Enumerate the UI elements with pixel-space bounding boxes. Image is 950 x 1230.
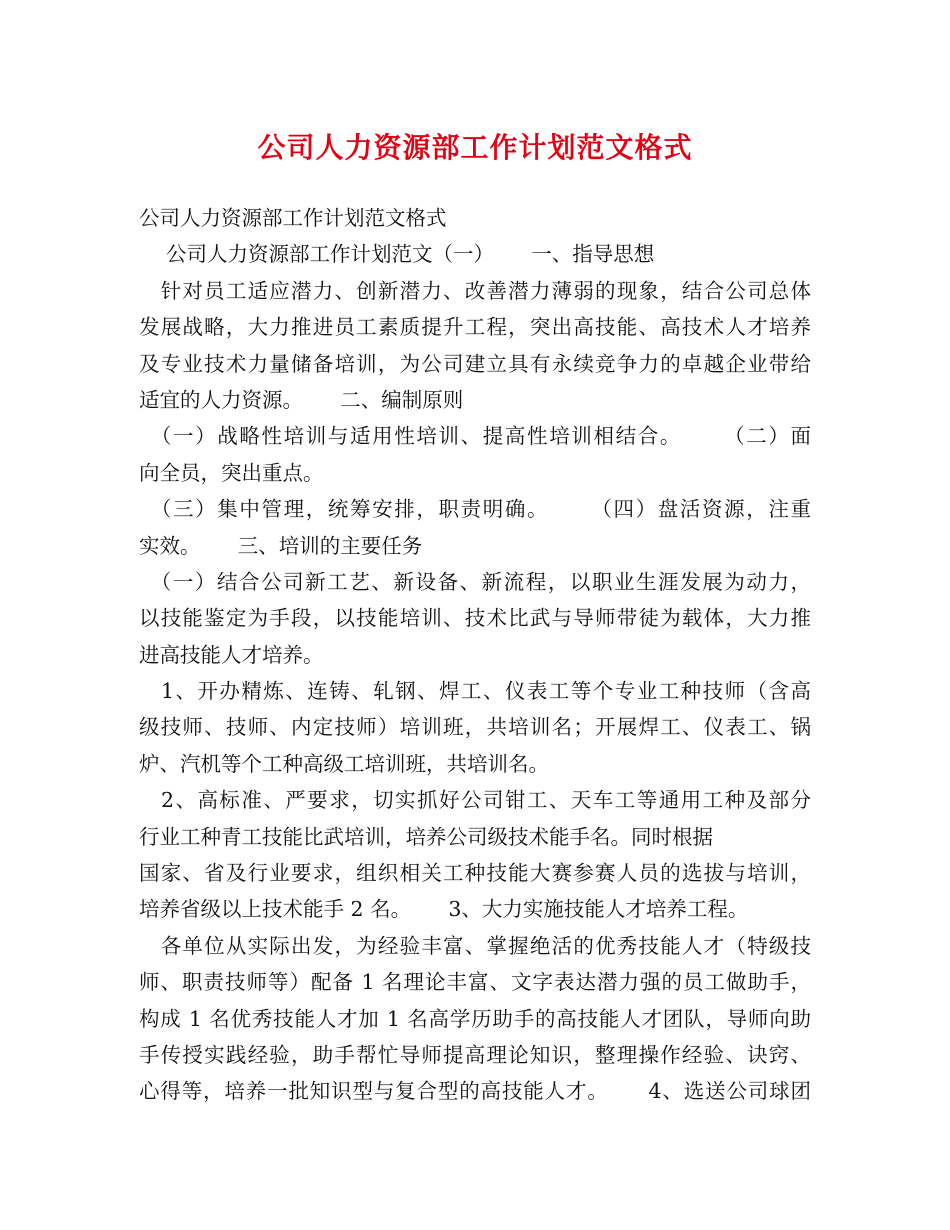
body-line: 国家、省及行业要求，组织相关工种技能大赛参赛人员的选拔与培训， <box>139 861 811 886</box>
body-line: 适宜的人力资源。 二、编制原则 <box>139 387 464 412</box>
body-line: 培养省级以上技术能手 2 名。 3、大力实施技能人才培养工程。 <box>139 897 749 922</box>
body-line: 2、高标准、严要求，切实抓好公司钳工、天车工等通用工种及部分 <box>139 788 811 813</box>
body-line: 公司人力资源部工作计划范文格式 <box>139 206 447 230</box>
body-line: （三）集中管理，统筹安排，职责明确。 （四）盘活资源，注重 <box>139 497 811 522</box>
body-line: 发展战略，大力推进员工素质提升工程，突出高技能、高技术人才培养 <box>139 315 811 340</box>
body-line: 公司人力资源部工作计划范文（一） 一、指导思想 <box>139 242 655 267</box>
body-line: 构成 1 名优秀技能人才加 1 名高学历助手的高技能人才团队，导师向助 <box>139 1006 811 1031</box>
document-body <box>139 200 811 1110</box>
body-line: 以技能鉴定为手段，以技能培训、技术比武与导师带徒为载体，大力推 <box>139 606 811 631</box>
body-line: 实效。 三、培训的主要任务 <box>139 533 423 558</box>
body-line: 针对员工适应潜力、创新潜力、改善潜力薄弱的现象，结合公司总体 <box>139 278 811 303</box>
body-line: 向全员，突出重点。 <box>139 460 324 485</box>
body-line: 1、开办精炼、连铸、轧钢、焊工、仪表工等个专业工种技师（含高 <box>139 679 811 704</box>
body-line: 及专业技术力量储备培训，为公司建立具有永续竞争力的卓越企业带给 <box>139 351 811 376</box>
body-line: 级技师、技师、内定技师）培训班，共培训名；开展焊工、仪表工、锅 <box>139 715 811 740</box>
body-line: 心得等，培养一批知识型与复合型的高技能人才。 4、选送公司球团 <box>139 1079 811 1104</box>
body-line: 行业工种青工技能比武培训，培养公司级技术能手名。同时根据 <box>139 824 713 849</box>
body-line: 师、职责技师等）配备 1 名理论丰富、文字表达潜力强的员工做助手， <box>139 970 811 995</box>
document-title: 公司人力资源部工作计划范文格式 <box>257 131 693 164</box>
body-line: 各单位从实际出发，为经验丰富、掌握绝活的优秀技能人才（特级技 <box>139 933 811 958</box>
body-line: 炉、汽机等个工种高级工培训班，共培训名。 <box>139 751 549 776</box>
body-line: 进高技能人才培养。 <box>139 642 324 667</box>
body-line: 手传授实践经验，助手帮忙导师提高理论知识，整理操作经验、诀窍、 <box>139 1042 811 1067</box>
body-line: （一）结合公司新工艺、新设备、新流程，以职业生涯发展为动力， <box>139 569 811 594</box>
body-line: （一）战略性培训与适用性培训、提高性培训相结合。 （二）面 <box>139 424 811 449</box>
